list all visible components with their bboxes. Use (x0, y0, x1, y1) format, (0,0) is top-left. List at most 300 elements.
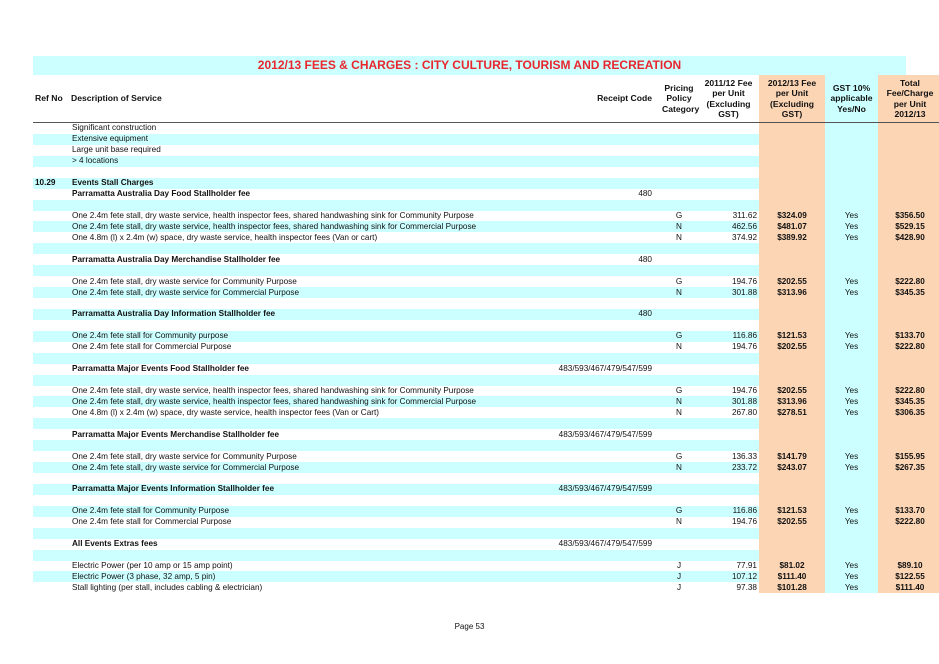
cell-fee-2011: 301.88 (698, 396, 759, 407)
cell-fee-2012 (759, 265, 825, 276)
cell-gst: Yes (825, 451, 878, 462)
cell-total-fee (878, 473, 939, 484)
cell-total-fee: $155.95 (878, 451, 939, 462)
cell-receipt-code (538, 287, 660, 298)
cell-gst (825, 550, 878, 561)
cell-receipt-code (538, 571, 660, 582)
cell-description: One 2.4m fete stall for Community Purpose (69, 506, 538, 517)
cell-ref (33, 396, 69, 407)
cell-ref (33, 440, 69, 451)
cell-description (69, 265, 538, 276)
cell-description: Electric Power (per 10 amp or 15 amp point) (69, 561, 538, 572)
cell-total-fee (878, 528, 939, 539)
cell-pricing-category: J (660, 561, 698, 572)
cell-ref (33, 243, 69, 254)
cell-ref (33, 134, 69, 145)
table-row (33, 298, 939, 309)
cell-fee-2011: 462.56 (698, 221, 759, 232)
cell-pricing-category: N (660, 462, 698, 473)
header-pricing-category: Pricing Policy Category (660, 75, 698, 123)
cell-receipt-code (538, 418, 660, 429)
cell-total-fee: $356.50 (878, 211, 939, 222)
cell-ref (33, 200, 69, 211)
cell-total-fee (878, 440, 939, 451)
cell-total-fee (878, 167, 939, 178)
table-row (33, 123, 939, 134)
table-row (33, 539, 939, 550)
cell-receipt-code (538, 276, 660, 287)
cell-fee-2011 (698, 189, 759, 200)
cell-total-fee: $222.80 (878, 386, 939, 397)
cell-total-fee (878, 178, 939, 189)
cell-gst: Yes (825, 506, 878, 517)
cell-pricing-category: G (660, 506, 698, 517)
cell-ref: 10.29 (33, 178, 69, 189)
cell-fee-2011 (698, 178, 759, 189)
cell-fee-2012 (759, 495, 825, 506)
cell-gst (825, 134, 878, 145)
cell-description: Parramatta Major Events Merchandise Stallholder fee (69, 429, 538, 440)
cell-pricing-category (660, 473, 698, 484)
table-row (33, 178, 939, 189)
cell-gst: Yes (825, 571, 878, 582)
cell-fee-2012 (759, 539, 825, 550)
page-number: Page 53 (454, 622, 485, 631)
cell-pricing-category (660, 178, 698, 189)
cell-total-fee (878, 200, 939, 211)
cell-fee-2011 (698, 539, 759, 550)
cell-pricing-category: N (660, 407, 698, 418)
table-row (33, 528, 939, 539)
cell-gst: Yes (825, 211, 878, 222)
cell-receipt-code (538, 462, 660, 473)
cell-pricing-category (660, 265, 698, 276)
cell-fee-2011: 107.12 (698, 571, 759, 582)
cell-pricing-category: N (660, 396, 698, 407)
cell-description (69, 200, 538, 211)
cell-pricing-category (660, 145, 698, 156)
cell-description: One 2.4m fete stall, dry waste service, health inspector fees, shared handwashing sink for Community Purpose (69, 211, 538, 222)
cell-ref (33, 221, 69, 232)
table-row (33, 243, 939, 254)
cell-gst (825, 353, 878, 364)
header-receipt-code: Receipt Code (538, 75, 660, 123)
cell-gst: Yes (825, 386, 878, 397)
cell-gst (825, 178, 878, 189)
cell-total-fee (878, 484, 939, 495)
table-row (33, 429, 939, 440)
cell-pricing-category (660, 375, 698, 386)
table-row (33, 221, 939, 232)
cell-fee-2011: 116.86 (698, 506, 759, 517)
cell-receipt-code (538, 298, 660, 309)
cell-total-fee: $111.40 (878, 582, 939, 593)
cell-fee-2012 (759, 320, 825, 331)
cell-fee-2011 (698, 484, 759, 495)
cell-description: Large unit base required (69, 145, 538, 156)
cell-receipt-code (538, 320, 660, 331)
cell-ref (33, 429, 69, 440)
cell-pricing-category: N (660, 287, 698, 298)
table-row (33, 506, 939, 517)
cell-ref (33, 506, 69, 517)
cell-receipt-code: 483/593/467/479/547/599 (538, 429, 660, 440)
cell-total-fee: $222.80 (878, 276, 939, 287)
cell-total-fee: $133.70 (878, 331, 939, 342)
cell-gst: Yes (825, 407, 878, 418)
cell-fee-2011 (698, 200, 759, 211)
cell-gst (825, 528, 878, 539)
cell-description: One 2.4m fete stall, dry waste service for Commercial Purpose (69, 462, 538, 473)
cell-fee-2012 (759, 178, 825, 189)
table-row (33, 265, 939, 276)
cell-fee-2011: 136.33 (698, 451, 759, 462)
table-row (33, 582, 939, 593)
cell-description: All Events Extras fees (69, 539, 538, 550)
cell-ref (33, 539, 69, 550)
table-row (33, 473, 939, 484)
cell-fee-2011 (698, 473, 759, 484)
table-row (33, 386, 939, 397)
cell-description (69, 167, 538, 178)
table-row (33, 561, 939, 572)
cell-fee-2012: $81.02 (759, 561, 825, 572)
cell-total-fee: $133.70 (878, 506, 939, 517)
cell-total-fee (878, 418, 939, 429)
cell-fee-2012: $313.96 (759, 287, 825, 298)
cell-description (69, 473, 538, 484)
cell-pricing-category: N (660, 342, 698, 353)
cell-total-fee (878, 353, 939, 364)
cell-fee-2012 (759, 364, 825, 375)
cell-fee-2011 (698, 375, 759, 386)
cell-receipt-code (538, 353, 660, 364)
table-row (33, 200, 939, 211)
cell-fee-2011: 194.76 (698, 517, 759, 528)
cell-description: Parramatta Major Events Information Stallholder fee (69, 484, 538, 495)
cell-fee-2011 (698, 550, 759, 561)
cell-receipt-code (538, 582, 660, 593)
cell-description: > 4 locations (69, 156, 538, 167)
cell-gst: Yes (825, 462, 878, 473)
table-row (33, 156, 939, 167)
table-row (33, 320, 939, 331)
cell-fee-2012: $111.40 (759, 571, 825, 582)
cell-pricing-category: J (660, 582, 698, 593)
cell-description (69, 375, 538, 386)
cell-ref (33, 528, 69, 539)
cell-ref (33, 254, 69, 265)
cell-gst: Yes (825, 561, 878, 572)
cell-total-fee: $222.80 (878, 517, 939, 528)
cell-fee-2012 (759, 473, 825, 484)
cell-fee-2011 (698, 145, 759, 156)
cell-total-fee: $89.10 (878, 561, 939, 572)
cell-pricing-category: G (660, 276, 698, 287)
cell-pricing-category: G (660, 451, 698, 462)
cell-fee-2012 (759, 353, 825, 364)
cell-receipt-code (538, 407, 660, 418)
cell-fee-2012 (759, 156, 825, 167)
cell-fee-2012 (759, 123, 825, 134)
cell-fee-2012 (759, 375, 825, 386)
header-fee-2011: 2011/12 Fee per Unit (Excluding GST) (698, 75, 759, 123)
cell-ref (33, 451, 69, 462)
cell-total-fee (878, 495, 939, 506)
cell-description (69, 550, 538, 561)
table-row (33, 484, 939, 495)
cell-fee-2011: 97.38 (698, 582, 759, 593)
cell-description: One 4.8m (l) x 2.4m (w) space, dry waste service, health inspector fees (Van or Cart) (69, 407, 538, 418)
cell-ref (33, 298, 69, 309)
cell-ref (33, 582, 69, 593)
cell-gst (825, 364, 878, 375)
cell-description: Parramatta Australia Day Merchandise Stallholder fee (69, 254, 538, 265)
cell-gst (825, 539, 878, 550)
cell-fee-2012: $141.79 (759, 451, 825, 462)
cell-ref (33, 462, 69, 473)
cell-description: One 2.4m fete stall, dry waste service for Community Purpose (69, 451, 538, 462)
cell-pricing-category (660, 484, 698, 495)
cell-receipt-code (538, 528, 660, 539)
cell-fee-2012: $389.92 (759, 232, 825, 243)
cell-fee-2012 (759, 429, 825, 440)
cell-description: One 2.4m fete stall, dry waste service, health inspector fees, shared handwashing sink for Commercial Purpose (69, 221, 538, 232)
cell-total-fee (878, 539, 939, 550)
cell-receipt-code (538, 495, 660, 506)
cell-receipt-code (538, 342, 660, 353)
cell-fee-2011 (698, 123, 759, 134)
table-row (33, 287, 939, 298)
table-row (33, 276, 939, 287)
cell-description: One 2.4m fete stall for Community purpose (69, 331, 538, 342)
cell-description: One 4.8m (l) x 2.4m (w) space, dry waste service, health inspector fees (Van or cart) (69, 232, 538, 243)
cell-gst: Yes (825, 582, 878, 593)
cell-pricing-category (660, 364, 698, 375)
table-row (33, 440, 939, 451)
cell-total-fee (878, 145, 939, 156)
cell-pricing-category (660, 156, 698, 167)
cell-fee-2011 (698, 254, 759, 265)
cell-fee-2012: $202.55 (759, 276, 825, 287)
cell-pricing-category (660, 123, 698, 134)
cell-receipt-code (538, 134, 660, 145)
cell-receipt-code (538, 561, 660, 572)
header-gst: GST 10% applicable Yes/No (825, 75, 878, 123)
cell-ref (33, 123, 69, 134)
cell-total-fee: $345.35 (878, 287, 939, 298)
cell-fee-2011 (698, 495, 759, 506)
cell-description (69, 418, 538, 429)
cell-gst (825, 375, 878, 386)
cell-fee-2011 (698, 429, 759, 440)
cell-fee-2012 (759, 418, 825, 429)
cell-description: One 2.4m fete stall, dry waste service, health inspector fees, shared handwashing sink for Commercial Purpose (69, 396, 538, 407)
cell-receipt-code: 483/593/467/479/547/599 (538, 364, 660, 375)
table-row (33, 353, 939, 364)
cell-total-fee: $345.35 (878, 396, 939, 407)
header-total: Total Fee/Charge per Unit 2012/13 (878, 75, 939, 123)
cell-fee-2012 (759, 145, 825, 156)
cell-receipt-code: 483/593/467/479/547/599 (538, 484, 660, 495)
cell-pricing-category: G (660, 331, 698, 342)
cell-ref (33, 550, 69, 561)
cell-gst (825, 440, 878, 451)
cell-pricing-category (660, 353, 698, 364)
fees-table (33, 75, 939, 593)
cell-fee-2011 (698, 265, 759, 276)
cell-description: Parramatta Major Events Food Stallholder fee (69, 364, 538, 375)
cell-gst (825, 484, 878, 495)
cell-gst: Yes (825, 276, 878, 287)
cell-description: One 2.4m fete stall for Commercial Purpose (69, 342, 538, 353)
cell-gst (825, 243, 878, 254)
cell-fee-2012 (759, 243, 825, 254)
cell-fee-2012: $324.09 (759, 211, 825, 222)
cell-fee-2012 (759, 134, 825, 145)
cell-ref (33, 484, 69, 495)
header-fee-2012: 2012/13 Fee per Unit (Excluding GST) (759, 75, 825, 123)
cell-receipt-code: 483/593/467/479/547/599 (538, 539, 660, 550)
cell-fee-2012: $278.51 (759, 407, 825, 418)
cell-ref (33, 309, 69, 320)
cell-description (69, 243, 538, 254)
cell-pricing-category (660, 134, 698, 145)
fee-rows (33, 123, 939, 594)
cell-fee-2011 (698, 156, 759, 167)
cell-total-fee (878, 309, 939, 320)
cell-ref (33, 287, 69, 298)
cell-fee-2011 (698, 364, 759, 375)
cell-gst (825, 145, 878, 156)
cell-ref (33, 375, 69, 386)
cell-description: One 2.4m fete stall, dry waste service for Community Purpose (69, 276, 538, 287)
cell-description: Parramatta Australia Day Information Stallholder fee (69, 309, 538, 320)
cell-gst: Yes (825, 221, 878, 232)
cell-ref (33, 353, 69, 364)
cell-pricing-category (660, 495, 698, 506)
cell-gst (825, 298, 878, 309)
cell-fee-2011 (698, 309, 759, 320)
cell-ref (33, 571, 69, 582)
cell-total-fee (878, 265, 939, 276)
cell-ref (33, 145, 69, 156)
cell-fee-2012: $121.53 (759, 506, 825, 517)
cell-fee-2011: 194.76 (698, 386, 759, 397)
cell-ref (33, 495, 69, 506)
table-row (33, 331, 939, 342)
table-row (33, 396, 939, 407)
cell-receipt-code: 480 (538, 309, 660, 320)
cell-description (69, 528, 538, 539)
header-ref: Ref No (33, 75, 69, 123)
table-row (33, 571, 939, 582)
cell-receipt-code (538, 211, 660, 222)
cell-ref (33, 331, 69, 342)
cell-receipt-code (538, 243, 660, 254)
cell-pricing-category: N (660, 232, 698, 243)
cell-gst (825, 309, 878, 320)
cell-description: Extensive equipment (69, 134, 538, 145)
header-row (33, 75, 939, 123)
cell-fee-2012: $202.55 (759, 386, 825, 397)
table-row (33, 134, 939, 145)
cell-gst (825, 189, 878, 200)
cell-total-fee: $222.80 (878, 342, 939, 353)
cell-description (69, 320, 538, 331)
cell-gst (825, 495, 878, 506)
cell-total-fee (878, 320, 939, 331)
cell-gst: Yes (825, 517, 878, 528)
cell-pricing-category (660, 550, 698, 561)
cell-fee-2011 (698, 320, 759, 331)
table-row (33, 232, 939, 243)
table-row (33, 451, 939, 462)
cell-pricing-category (660, 189, 698, 200)
cell-fee-2012: $481.07 (759, 221, 825, 232)
cell-receipt-code (538, 221, 660, 232)
cell-ref (33, 276, 69, 287)
cell-pricing-category (660, 254, 698, 265)
cell-description (69, 353, 538, 364)
cell-gst: Yes (825, 232, 878, 243)
cell-gst (825, 254, 878, 265)
cell-fee-2011 (698, 528, 759, 539)
cell-ref (33, 517, 69, 528)
cell-fee-2012: $202.55 (759, 342, 825, 353)
cell-total-fee (878, 298, 939, 309)
cell-pricing-category: G (660, 386, 698, 397)
cell-ref (33, 320, 69, 331)
cell-total-fee (878, 123, 939, 134)
cell-fee-2012 (759, 440, 825, 451)
cell-total-fee (878, 243, 939, 254)
cell-ref (33, 211, 69, 222)
cell-pricing-category: G (660, 211, 698, 222)
cell-description (69, 298, 538, 309)
cell-receipt-code (538, 178, 660, 189)
cell-receipt-code (538, 145, 660, 156)
cell-gst (825, 167, 878, 178)
cell-pricing-category: N (660, 221, 698, 232)
cell-receipt-code (538, 265, 660, 276)
cell-ref (33, 561, 69, 572)
cell-pricing-category (660, 418, 698, 429)
cell-fee-2012 (759, 254, 825, 265)
cell-description: Events Stall Charges (69, 178, 538, 189)
cell-total-fee: $529.15 (878, 221, 939, 232)
cell-fee-2011: 77.91 (698, 561, 759, 572)
cell-description: Parramatta Australia Day Food Stallholder fee (69, 189, 538, 200)
cell-gst (825, 200, 878, 211)
cell-description: Electric Power (3 phase, 32 amp, 5 pin) (69, 571, 538, 582)
cell-receipt-code (538, 123, 660, 134)
cell-ref (33, 342, 69, 353)
cell-pricing-category: J (660, 571, 698, 582)
cell-receipt-code (538, 200, 660, 211)
table-row (33, 254, 939, 265)
cell-fee-2011: 194.76 (698, 276, 759, 287)
cell-description: One 2.4m fete stall for Commercial Purpose (69, 517, 538, 528)
cell-receipt-code (538, 167, 660, 178)
table-row (33, 418, 939, 429)
cell-total-fee (878, 189, 939, 200)
header-description: Description of Service (69, 75, 538, 123)
cell-total-fee: $122.55 (878, 571, 939, 582)
cell-ref (33, 418, 69, 429)
cell-gst (825, 265, 878, 276)
cell-fee-2011: 374.92 (698, 232, 759, 243)
